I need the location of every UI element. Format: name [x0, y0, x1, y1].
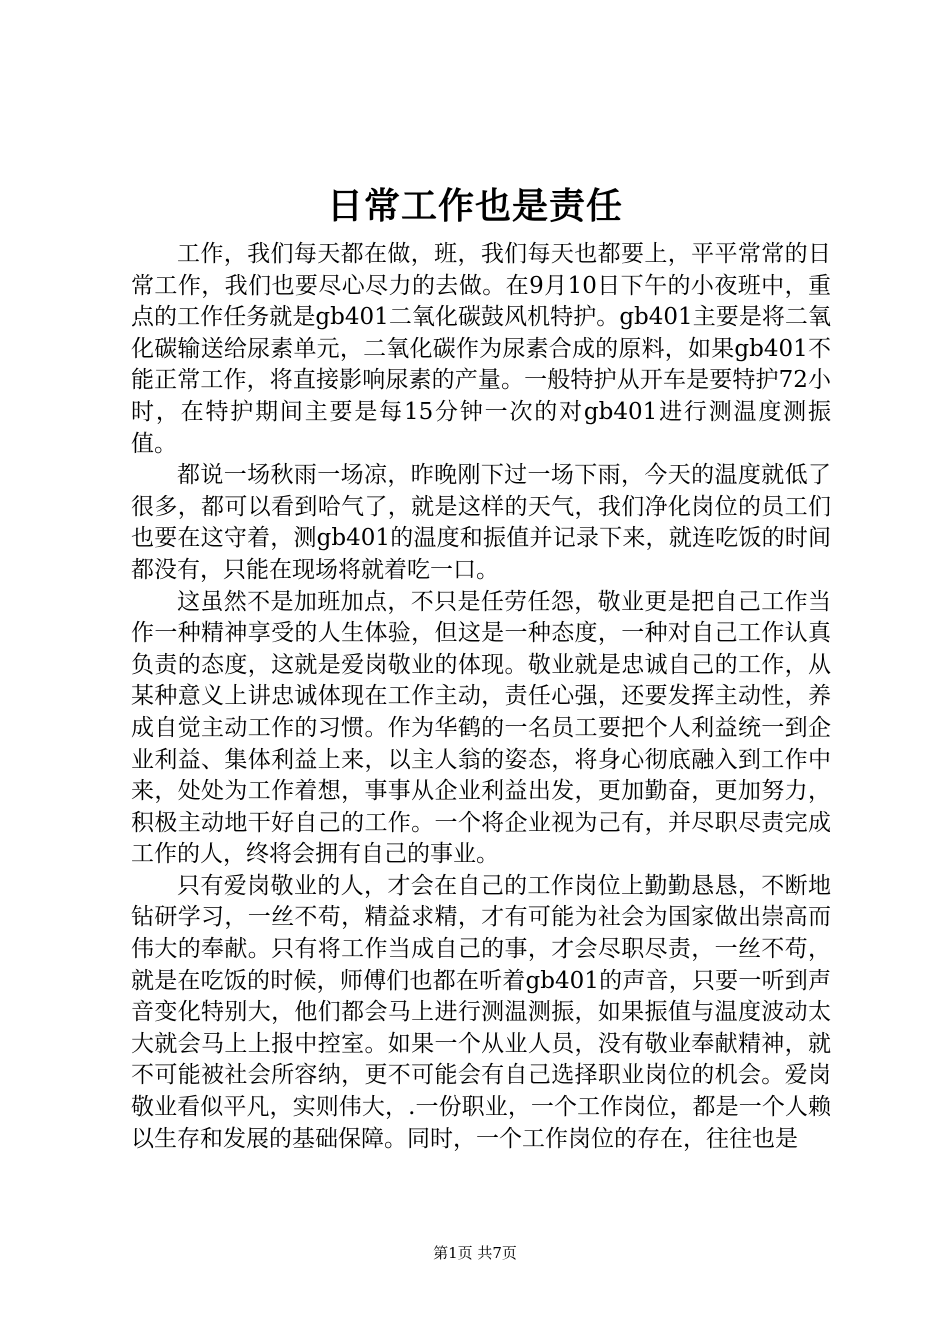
document-body: [131, 239, 831, 1155]
document-title: 日常工作也是责任: [326, 185, 623, 227]
paragraph-3: 这虽然不是加班加点，不只是任劳任怨，敬业更是把自己工作当作一种精神享受的人生体验，但这是一种态度，一种对自己工作认真负责的态度，这就是爱岗敬业的体现。敬业就是忠诚自己的工作，从某种意义上讲忠诚体现在工作主动，责任心强，还要发挥主动性，养成自觉主动工作的习惯。作为华鹤的一名员工要把个人利益统一到企业利益、集体利益上来，以主人翁的姿态，将身心彻底融入到工作中来，处处为工作着想，事事从企业利益出发，更加勤奋，更加努力，积极主动地干好自己的工作。一个将企业视为己有，并尽职尽责完成工作的人，终将会拥有自己的事业。: [131, 588, 831, 868]
paragraph-4: 只有爱岗敬业的人，才会在自己的工作岗位上勤勤恳恳，不断地钻研学习，一丝不苟，精益求精，才有可能为社会为国家做出崇高而伟大的奉献。只有将工作当成自己的事，才会尽职尽责，一丝不苟，就是在吃饭的时候，师傅们也都在听着gb401的声音，只要一听到声音变化特别大，他们都会马上进行测温测振，如果振值与温度波动太大就会马上上报中控室。如果一个从业人员，没有敬业奉献精神，就不可能被社会所容纳，更不可能会有自己选择职业岗位的机会。爱岗敬业看似平凡，实则伟大，.一份职业，一个工作岗位，都是一个人赖以生存和发展的基础保障。同时，一个工作岗位的存在，往往也是: [131, 872, 831, 1152]
paragraph-2: 都说一场秋雨一场凉，昨晚刚下过一场下雨，今天的温度就低了很多，都可以看到哈气了，就是这样的天气，我们净化岗位的员工们也要在这守着，测gb401的温度和振值并记录下来，就连吃饭的时间都没有，只能在现场将就着吃一口。: [131, 462, 831, 583]
paragraph-1: 工作，我们每天都在做，班，我们每天也都要上，平平常常的日常工作，我们也要尽心尽力的去做。在9月10日下午的小夜班中，重点的工作任务就是gb401二氧化碳鼓风机特护。gb401主要是将二氧化碳输送给尿素单元，二氧化碳作为尿素合成的原料，如果gb401不能正常工作，将直接影响尿素的产量。一般特护从开车是要特护72小时，在特护期间主要是每15分钟一次的对gb401进行测温度测振值。: [131, 241, 831, 457]
page-number-footer: 第1页 共7页: [433, 1244, 517, 1262]
